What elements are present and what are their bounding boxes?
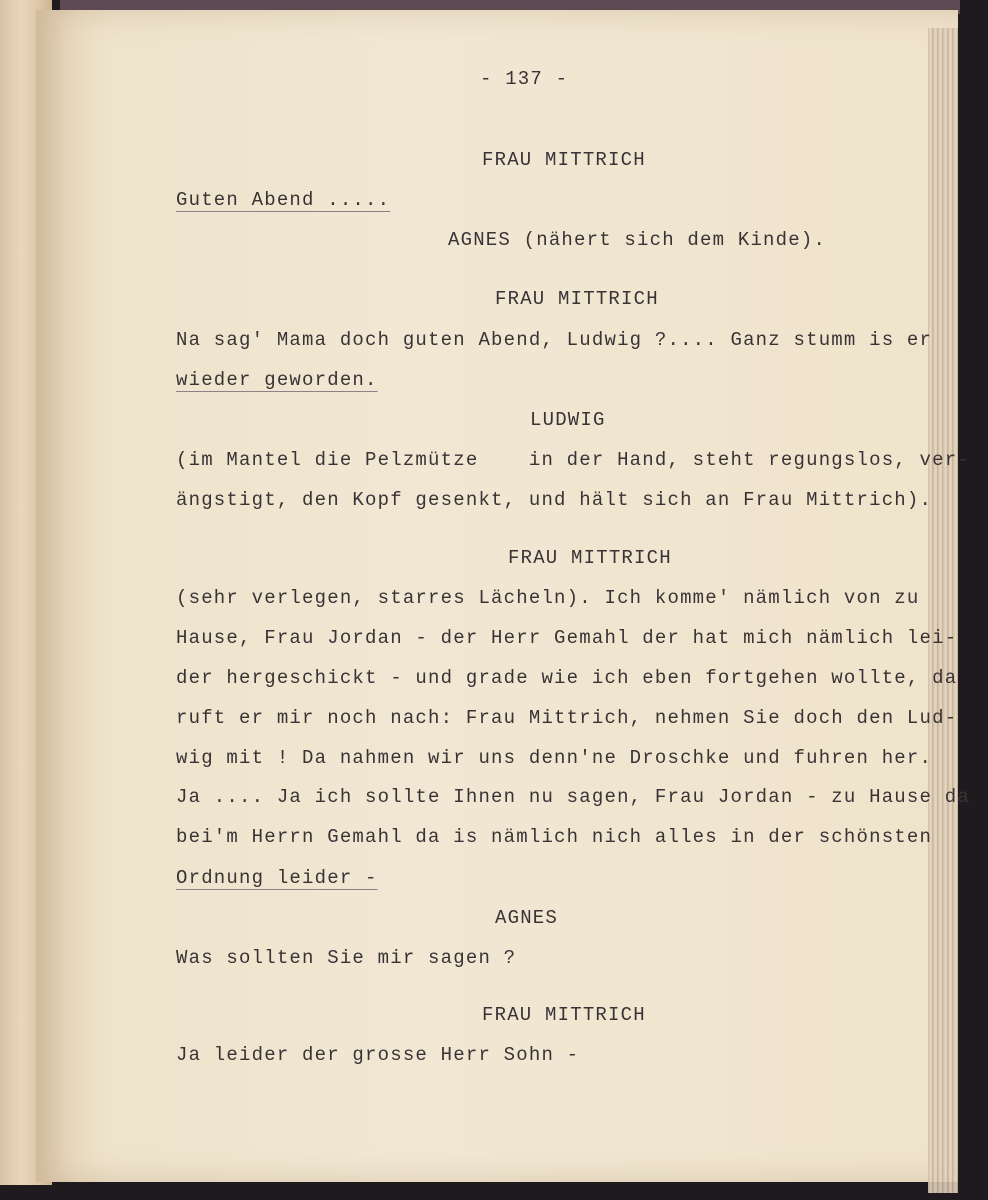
dialogue-line: Was sollten Sie mir sagen ?: [176, 947, 517, 969]
dialogue-line: Ordnung leider -: [176, 867, 378, 889]
speaker-heading: FRAU MITTRICH: [508, 547, 672, 569]
dialogue-line: der hergeschickt - und grade wie ich eben fortgehen wollte, da: [176, 667, 958, 689]
dialogue-line: wieder geworden.: [176, 369, 378, 391]
dialogue-line: wig mit ! Da nahmen wir uns denn'ne Droschke und fuhren her.: [176, 747, 933, 769]
dialogue-line: bei'm Herrn Gemahl da is nämlich nich alles in der schönsten: [176, 826, 933, 848]
dialogue-line: Hause, Frau Jordan - der Herr Gemahl der hat mich nämlich lei-: [176, 627, 958, 649]
speaker-heading: FRAU MITTRICH: [482, 1004, 646, 1026]
stage-direction: ängstigt, den Kopf gesenkt, und hält sich an Frau Mittrich).: [176, 489, 933, 511]
dialogue-line: ruft er mir noch nach: Frau Mittrich, nehmen Sie doch den Lud-: [176, 707, 958, 729]
speaker-heading: AGNES: [495, 907, 559, 929]
page-stack-edge: [928, 28, 958, 1193]
speaker-heading: FRAU MITTRICH: [482, 149, 646, 171]
dialogue-line: Ja leider der grosse Herr Sohn -: [176, 1044, 580, 1066]
stage-direction: (im Mantel die Pelzmütze in der Hand, steht regungslos, ver-: [176, 449, 970, 471]
stage-direction: AGNES (nähert sich dem Kinde).: [448, 229, 827, 251]
speaker-heading: FRAU MITTRICH: [495, 288, 659, 310]
dialogue-line: Ja .... Ja ich sollte Ihnen nu sagen, Frau Jordan - zu Hause da: [176, 786, 970, 808]
dialogue-line: (sehr verlegen, starres Lächeln). Ich komme' nämlich von zu: [176, 587, 920, 609]
page-number: - 137 -: [480, 68, 569, 90]
dialogue-line: Na sag' Mama doch guten Abend, Ludwig ?.... Ganz stumm is er: [176, 329, 933, 351]
dialogue-line: Guten Abend .....: [176, 189, 391, 211]
speaker-heading: LUDWIG: [530, 409, 606, 431]
